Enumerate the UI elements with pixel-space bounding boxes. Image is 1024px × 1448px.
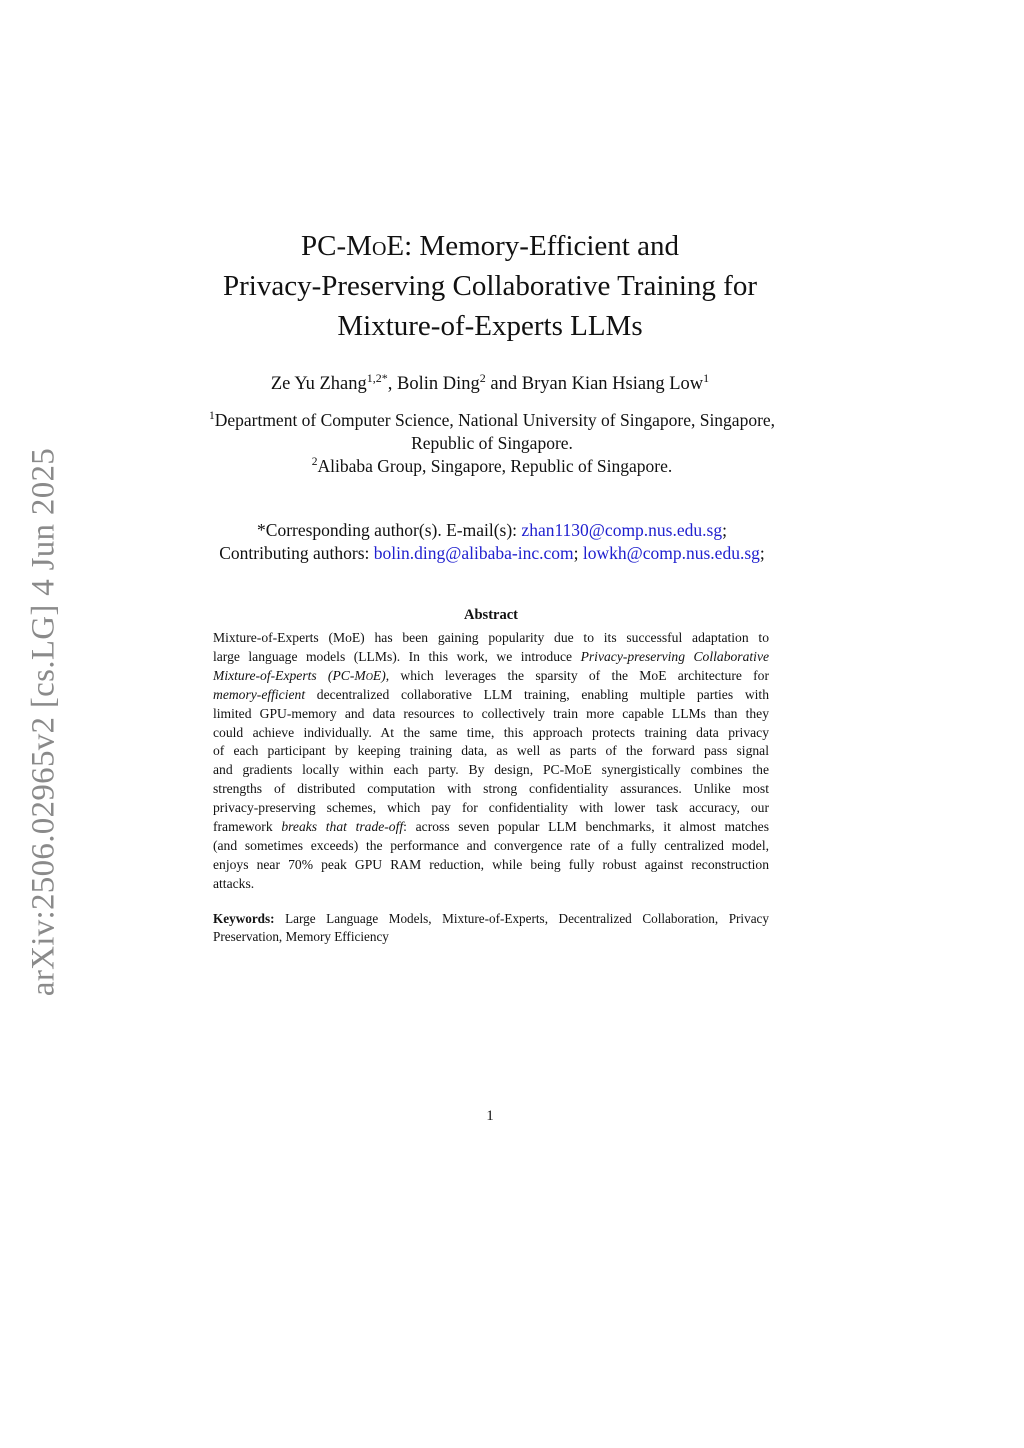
- contributing-email-link-1[interactable]: bolin.ding@alibaba-inc.com: [373, 543, 574, 563]
- keywords: [213, 910, 769, 946]
- keywords-line: Preservation, Memory Efficiency: [213, 929, 389, 944]
- page-number: 1: [486, 1108, 494, 1124]
- abstract-line: (and sometimes exceeds) the performance and convergence rate of a fully centralized model,: [213, 837, 769, 853]
- abstract-line: enjoys near 70% peak GPU RAM reduction, while being fully robust against reconstruction: [213, 856, 769, 872]
- author-name: Bryan Kian Hsiang Low: [521, 374, 704, 394]
- author-name: Ze Yu Zhang: [270, 374, 367, 394]
- affiliation-1-cont: Republic of Singapore.: [411, 433, 573, 453]
- affiliation-2: $^2$Alibaba Group, Singapore, Republic of Singapore.: [311, 456, 673, 476]
- corresponding-email-link[interactable]: zhan1130@comp.nus.edu.sg: [521, 520, 723, 540]
- abstract-text: [213, 629, 769, 894]
- title-line-3: Mixture-of-Experts LLMs: [337, 310, 643, 342]
- abstract-line: Mixture-of-Experts (MoE) has been gaining popularity due to its successful adaptation to: [213, 630, 769, 645]
- author-superscript: 1,2*: [366, 371, 388, 385]
- abstract-line: attacks.: [213, 875, 255, 891]
- author-list: Ze Yu Zhang$^{1,2*}$, Bolin Ding$^2$ and Bryan Kian Hsiang Low$^1$: [270, 371, 710, 394]
- keywords-line: Keywords: Large Language Models, Mixture-of-Experts, Decentralized Collaboration, Privacy: [213, 911, 769, 926]
- abstract-heading: Abstract: [464, 607, 518, 623]
- keywords-label: Keywords:: [213, 911, 275, 926]
- abstract-line: large language models (LLMs). In this work, we introduce Privacy-preserving Collaborative: [213, 648, 770, 664]
- arxiv-side-stamp: arXiv:2506.02965v2 [cs.LG] 4 Jun 2025: [25, 447, 62, 997]
- corresponding-author-line: *Corresponding author(s). E-mail(s): zhan1130@comp.nus.edu.sg;: [257, 520, 727, 540]
- contributing-authors-line: Contributing authors: bolin.ding@alibaba-inc.com; lowkh@comp.nus.edu.sg;: [219, 543, 765, 563]
- author-superscript: 1: [703, 371, 710, 385]
- affiliation-1: $^1$Department of Computer Science, National University of Singapore, Singapore,: [208, 410, 776, 430]
- contact-info: [150, 519, 834, 565]
- title-line-1: PC-MoE: Memory-Efficient and: [301, 230, 679, 262]
- affiliations: [160, 409, 824, 478]
- abstract-line: framework breaks that trade-off: across seven popular LLM benchmarks, it almost matches: [213, 819, 770, 835]
- abstract-line: strengths of distributed computation with strong confidentiality assurances. Unlike most: [213, 781, 769, 797]
- title-line-2: Privacy-Preserving Collaborative Training for: [223, 270, 757, 302]
- abstract-line: privacy-preserving schemes, which pay for confidentiality with lower task accuracy, our: [213, 800, 769, 816]
- abstract-line: Mixture-of-Experts (PC-MoE), which leverages the sparsity of the MoE architecture for: [213, 667, 769, 683]
- abstract-line: could achieve individually. At the same time, this approach protects training data privacy: [213, 724, 769, 740]
- author-superscript: 2: [479, 371, 486, 385]
- contributing-email-link-2[interactable]: lowkh@comp.nus.edu.sg: [582, 543, 760, 563]
- abstract-line: and gradients locally within each party. By design, PC-MoE synergistically combines the: [213, 762, 769, 778]
- abstract-line: limited GPU-memory and data resources to collectively train more capable LLMs than they: [213, 705, 769, 721]
- abstract-line: of each participant by keeping training data, as well as parts of the forward pass signal: [213, 743, 769, 759]
- abstract-line: memory-efficient decentralized collaborative LLM training, enabling multiple parties with: [213, 686, 769, 702]
- paper-title: [180, 226, 800, 346]
- author-name: Bolin Ding: [397, 374, 480, 394]
